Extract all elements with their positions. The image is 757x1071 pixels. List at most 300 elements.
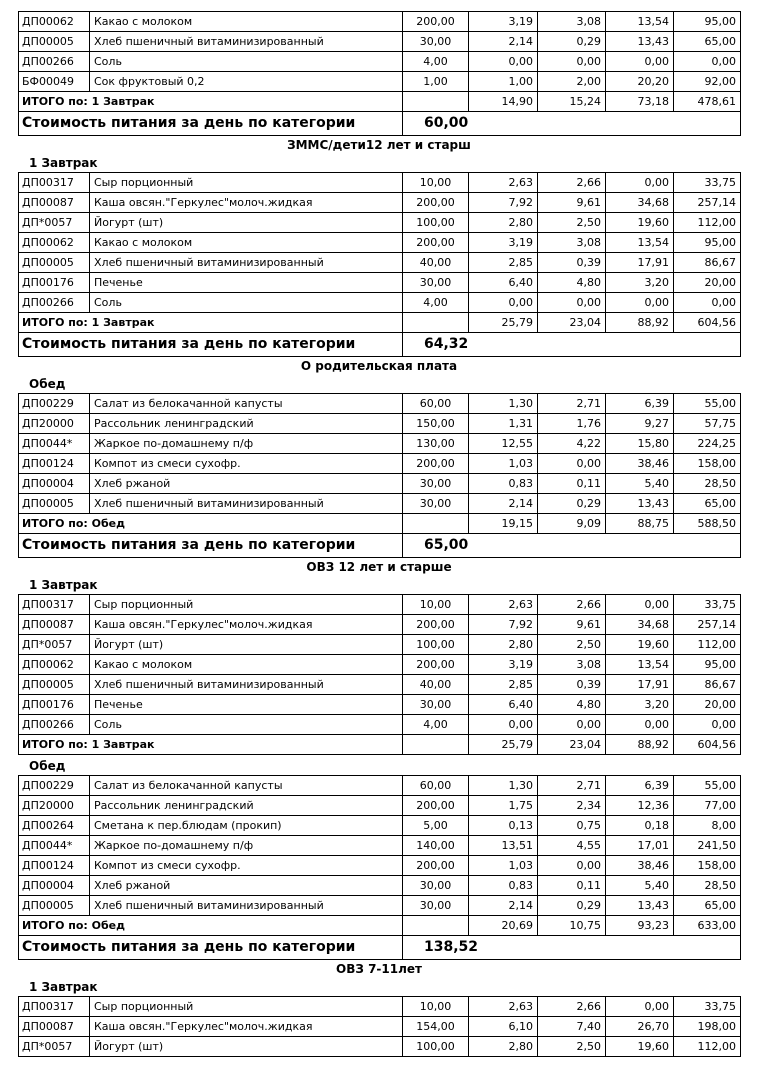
value-cell: 20,00	[674, 273, 741, 293]
qty-cell: 100,00	[403, 213, 469, 233]
value-cell: 158,00	[674, 454, 741, 474]
value-cell: 4,80	[538, 273, 606, 293]
value-cell: 2,50	[538, 213, 606, 233]
value-cell: 86,67	[674, 253, 741, 273]
value-cell: 17,91	[606, 253, 674, 273]
qty-cell: 100,00	[403, 1037, 469, 1057]
value-cell: 6,39	[606, 776, 674, 796]
dish-row	[19, 635, 741, 655]
total-value-cell: 10,75	[538, 916, 606, 936]
dish-name-cell: Салат из белокачанной капусты	[90, 776, 403, 796]
menu-section	[18, 759, 740, 960]
value-cell: 65,00	[674, 896, 741, 916]
value-cell: 0,00	[606, 715, 674, 735]
dish-row	[19, 394, 741, 414]
dish-name-cell: Салат из белокачанной капусты	[90, 394, 403, 414]
total-row	[19, 916, 741, 936]
value-cell: 3,20	[606, 273, 674, 293]
value-cell: 0,39	[538, 675, 606, 695]
qty-cell: 130,00	[403, 434, 469, 454]
meal-label: 1 Завтрак	[29, 156, 98, 170]
dish-code-cell: ДП00005	[19, 896, 90, 916]
dish-name-cell: Печенье	[90, 273, 403, 293]
value-cell: 7,92	[469, 615, 538, 635]
value-cell: 6,10	[469, 1017, 538, 1037]
value-cell: 2,80	[469, 635, 538, 655]
value-cell: 13,51	[469, 836, 538, 856]
dish-code-cell: ДП00317	[19, 595, 90, 615]
dish-row	[19, 273, 741, 293]
total-value-cell: 25,79	[469, 313, 538, 333]
value-cell: 17,01	[606, 836, 674, 856]
value-cell: 65,00	[674, 32, 741, 52]
value-cell: 95,00	[674, 655, 741, 675]
value-cell: 0,00	[538, 52, 606, 72]
dish-code-cell: ДП00004	[19, 474, 90, 494]
dish-name-cell: Хлеб пшеничный витаминизированный	[90, 253, 403, 273]
value-cell: 0,13	[469, 816, 538, 836]
dish-name-cell: Сметана к пер.блюдам (прокип)	[90, 816, 403, 836]
value-cell: 12,55	[469, 434, 538, 454]
value-cell: 13,54	[606, 233, 674, 253]
value-cell: 0,11	[538, 876, 606, 896]
qty-cell: 200,00	[403, 193, 469, 213]
dish-row	[19, 776, 741, 796]
total-value-cell: 588,50	[674, 514, 741, 534]
value-cell: 2,80	[469, 1037, 538, 1057]
value-cell: 0,00	[674, 715, 741, 735]
value-cell: 95,00	[674, 233, 741, 253]
dish-name-cell: Сок фруктовый 0,2	[90, 72, 403, 92]
dish-row	[19, 414, 741, 434]
category-header: ОВЗ 12 лет и старше	[306, 560, 452, 574]
dish-name-cell: Соль	[90, 293, 403, 313]
value-cell: 2,14	[469, 896, 538, 916]
dish-name-cell: Йогурт (шт)	[90, 213, 403, 233]
qty-cell: 30,00	[403, 896, 469, 916]
dish-row	[19, 213, 741, 233]
dish-name-cell: Хлеб пшеничный витаминизированный	[90, 675, 403, 695]
total-row	[19, 514, 741, 534]
dish-row	[19, 876, 741, 896]
daily-cost-row	[19, 936, 741, 960]
qty-cell: 60,00	[403, 394, 469, 414]
value-cell: 9,27	[606, 414, 674, 434]
value-cell: 0,00	[606, 52, 674, 72]
dish-code-cell: ДП0044*	[19, 434, 90, 454]
dish-name-cell: Хлеб ржаной	[90, 474, 403, 494]
dish-code-cell: ДП00087	[19, 1017, 90, 1037]
total-qty-cell	[403, 916, 469, 936]
daily-cost-value: 138,52	[403, 936, 741, 960]
dish-row	[19, 173, 741, 193]
total-row	[19, 313, 741, 333]
qty-cell: 30,00	[403, 876, 469, 896]
dish-name-cell: Сыр порционный	[90, 595, 403, 615]
qty-cell: 30,00	[403, 494, 469, 514]
value-cell: 13,54	[606, 12, 674, 32]
value-cell: 33,75	[674, 595, 741, 615]
value-cell: 1,30	[469, 776, 538, 796]
dish-code-cell: ДП*0057	[19, 213, 90, 233]
total-value-cell: 88,75	[606, 514, 674, 534]
dish-code-cell: ДП00264	[19, 816, 90, 836]
value-cell: 2,71	[538, 394, 606, 414]
menu-table	[18, 172, 741, 357]
qty-cell: 4,00	[403, 293, 469, 313]
value-cell: 0,00	[674, 52, 741, 72]
menu-table	[18, 594, 741, 755]
value-cell: 1,31	[469, 414, 538, 434]
value-cell: 28,50	[674, 474, 741, 494]
value-cell: 2,50	[538, 1037, 606, 1057]
value-cell: 6,39	[606, 394, 674, 414]
dish-name-cell: Сыр порционный	[90, 173, 403, 193]
dish-row	[19, 655, 741, 675]
qty-cell: 1,00	[403, 72, 469, 92]
value-cell: 0,00	[606, 997, 674, 1017]
dish-code-cell: ДП*0057	[19, 1037, 90, 1057]
dish-name-cell: Компот из смеси сухофр.	[90, 856, 403, 876]
value-cell: 3,08	[538, 12, 606, 32]
dish-name-cell: Соль	[90, 52, 403, 72]
daily-cost-row	[19, 534, 741, 558]
value-cell: 19,60	[606, 635, 674, 655]
value-cell: 12,36	[606, 796, 674, 816]
meal-label: Обед	[29, 759, 66, 773]
qty-cell: 5,00	[403, 816, 469, 836]
total-label: ИТОГО по: 1 Завтрак	[19, 92, 403, 112]
total-row	[19, 735, 741, 755]
dish-name-cell: Хлеб ржаной	[90, 876, 403, 896]
total-value-cell: 73,18	[606, 92, 674, 112]
value-cell: 2,00	[538, 72, 606, 92]
value-cell: 13,43	[606, 494, 674, 514]
value-cell: 19,60	[606, 1037, 674, 1057]
dish-row	[19, 816, 741, 836]
total-value-cell: 93,23	[606, 916, 674, 936]
value-cell: 20,00	[674, 695, 741, 715]
value-cell: 112,00	[674, 635, 741, 655]
dish-name-cell: Каша овсян."Геркулес"молоч.жидкая	[90, 1017, 403, 1037]
daily-cost-label: Стоимость питания за день по категории	[19, 534, 403, 558]
dish-code-cell: ДП00062	[19, 12, 90, 32]
qty-cell: 200,00	[403, 796, 469, 816]
value-cell: 0,00	[538, 293, 606, 313]
dish-row	[19, 474, 741, 494]
dish-row	[19, 1037, 741, 1057]
dish-row	[19, 836, 741, 856]
total-label: ИТОГО по: Обед	[19, 916, 403, 936]
value-cell: 28,50	[674, 876, 741, 896]
value-cell: 0,83	[469, 876, 538, 896]
value-cell: 38,46	[606, 856, 674, 876]
qty-cell: 10,00	[403, 997, 469, 1017]
dish-name-cell: Каша овсян."Геркулес"молоч.жидкая	[90, 193, 403, 213]
dish-name-cell: Жаркое по-домашнему п/ф	[90, 434, 403, 454]
daily-cost-value: 60,00	[403, 112, 741, 136]
total-value-cell: 478,61	[674, 92, 741, 112]
total-value-cell: 88,92	[606, 735, 674, 755]
menu-table	[18, 393, 741, 558]
value-cell: 241,50	[674, 836, 741, 856]
qty-cell: 60,00	[403, 776, 469, 796]
menu-table	[18, 775, 741, 960]
dish-name-cell: Йогурт (шт)	[90, 1037, 403, 1057]
value-cell: 26,70	[606, 1017, 674, 1037]
value-cell: 55,00	[674, 776, 741, 796]
value-cell: 1,03	[469, 856, 538, 876]
value-cell: 95,00	[674, 12, 741, 32]
value-cell: 2,63	[469, 173, 538, 193]
value-cell: 257,14	[674, 615, 741, 635]
qty-cell: 10,00	[403, 173, 469, 193]
qty-cell: 200,00	[403, 454, 469, 474]
value-cell: 224,25	[674, 434, 741, 454]
menu-section	[18, 11, 740, 136]
dish-name-cell: Какао с молоком	[90, 233, 403, 253]
value-cell: 2,14	[469, 494, 538, 514]
dish-row	[19, 675, 741, 695]
menu-section	[18, 560, 740, 755]
qty-cell: 140,00	[403, 836, 469, 856]
value-cell: 0,29	[538, 494, 606, 514]
dish-code-cell: ДП00229	[19, 776, 90, 796]
dish-name-cell: Рассольник ленинградский	[90, 414, 403, 434]
value-cell: 0,29	[538, 32, 606, 52]
dish-code-cell: ДП00229	[19, 394, 90, 414]
dish-name-cell: Йогурт (шт)	[90, 635, 403, 655]
dish-row	[19, 1017, 741, 1037]
value-cell: 1,75	[469, 796, 538, 816]
dish-code-cell: ДП00266	[19, 293, 90, 313]
value-cell: 86,67	[674, 675, 741, 695]
value-cell: 2,34	[538, 796, 606, 816]
dish-name-cell: Печенье	[90, 695, 403, 715]
qty-cell: 200,00	[403, 615, 469, 635]
dish-code-cell: ДП00062	[19, 233, 90, 253]
qty-cell: 4,00	[403, 715, 469, 735]
daily-cost-label: Стоимость питания за день по категории	[19, 112, 403, 136]
dish-row	[19, 193, 741, 213]
dish-row	[19, 72, 741, 92]
value-cell: 34,68	[606, 193, 674, 213]
value-cell: 7,40	[538, 1017, 606, 1037]
value-cell: 1,30	[469, 394, 538, 414]
dish-code-cell: БФ00049	[19, 72, 90, 92]
dish-name-cell: Рассольник ленинградский	[90, 796, 403, 816]
dish-code-cell: ДП00317	[19, 173, 90, 193]
dish-code-cell: ДП00317	[19, 997, 90, 1017]
menu-table	[18, 11, 741, 136]
value-cell: 33,75	[674, 997, 741, 1017]
value-cell: 0,00	[469, 715, 538, 735]
qty-cell: 200,00	[403, 12, 469, 32]
value-cell: 0,75	[538, 816, 606, 836]
value-cell: 5,40	[606, 474, 674, 494]
value-cell: 4,22	[538, 434, 606, 454]
dish-row	[19, 454, 741, 474]
value-cell: 92,00	[674, 72, 741, 92]
dish-row	[19, 253, 741, 273]
dish-name-cell: Компот из смеси сухофр.	[90, 454, 403, 474]
value-cell: 13,54	[606, 655, 674, 675]
dish-code-cell: ДП20000	[19, 414, 90, 434]
value-cell: 198,00	[674, 1017, 741, 1037]
value-cell: 2,14	[469, 32, 538, 52]
qty-cell: 30,00	[403, 474, 469, 494]
value-cell: 0,00	[469, 293, 538, 313]
dish-row	[19, 293, 741, 313]
dish-row	[19, 494, 741, 514]
dish-name-cell: Каша овсян."Геркулес"молоч.жидкая	[90, 615, 403, 635]
value-cell: 1,03	[469, 454, 538, 474]
dish-code-cell: ДП00087	[19, 193, 90, 213]
qty-cell: 200,00	[403, 655, 469, 675]
value-cell: 3,19	[469, 655, 538, 675]
dish-code-cell: ДП00124	[19, 454, 90, 474]
qty-cell: 200,00	[403, 233, 469, 253]
value-cell: 20,20	[606, 72, 674, 92]
total-value-cell: 23,04	[538, 735, 606, 755]
meal-label: 1 Завтрак	[29, 980, 98, 994]
dish-code-cell: ДП00005	[19, 32, 90, 52]
category-header: ОВЗ 7-11лет	[336, 962, 422, 976]
value-cell: 2,85	[469, 675, 538, 695]
value-cell: 112,00	[674, 213, 741, 233]
qty-cell: 154,00	[403, 1017, 469, 1037]
meal-label: 1 Завтрак	[29, 578, 98, 592]
qty-cell: 40,00	[403, 675, 469, 695]
dish-name-cell: Соль	[90, 715, 403, 735]
menu-table	[18, 996, 741, 1057]
menu-section	[18, 138, 740, 357]
value-cell: 34,68	[606, 615, 674, 635]
value-cell: 0,00	[606, 293, 674, 313]
total-row	[19, 92, 741, 112]
dish-code-cell: ДП00087	[19, 615, 90, 635]
value-cell: 13,43	[606, 896, 674, 916]
value-cell: 15,80	[606, 434, 674, 454]
dish-name-cell: Какао с молоком	[90, 655, 403, 675]
value-cell: 2,66	[538, 997, 606, 1017]
dish-row	[19, 615, 741, 635]
menu-section	[18, 962, 740, 1057]
dish-row	[19, 595, 741, 615]
value-cell: 0,00	[606, 173, 674, 193]
value-cell: 1,76	[538, 414, 606, 434]
total-qty-cell	[403, 313, 469, 333]
daily-cost-label: Стоимость питания за день по категории	[19, 936, 403, 960]
value-cell: 3,19	[469, 233, 538, 253]
total-value-cell: 14,90	[469, 92, 538, 112]
daily-cost-value: 64,32	[403, 333, 741, 357]
total-value-cell: 25,79	[469, 735, 538, 755]
dish-row	[19, 796, 741, 816]
value-cell: 0,00	[538, 856, 606, 876]
value-cell: 3,20	[606, 695, 674, 715]
qty-cell: 30,00	[403, 695, 469, 715]
value-cell: 57,75	[674, 414, 741, 434]
dish-code-cell: ДП00005	[19, 494, 90, 514]
dish-code-cell: ДП00176	[19, 695, 90, 715]
value-cell: 4,80	[538, 695, 606, 715]
menu-section	[18, 359, 740, 558]
dish-code-cell: ДП0044*	[19, 836, 90, 856]
value-cell: 1,00	[469, 72, 538, 92]
dish-row	[19, 715, 741, 735]
value-cell: 38,46	[606, 454, 674, 474]
value-cell: 6,40	[469, 273, 538, 293]
value-cell: 2,63	[469, 997, 538, 1017]
value-cell: 5,40	[606, 876, 674, 896]
value-cell: 0,83	[469, 474, 538, 494]
category-header: ЗММС/дети12 лет и старш	[287, 138, 471, 152]
dish-row	[19, 233, 741, 253]
value-cell: 19,60	[606, 213, 674, 233]
value-cell: 2,85	[469, 253, 538, 273]
value-cell: 2,80	[469, 213, 538, 233]
category-header: О родительская плата	[300, 359, 458, 373]
total-label: ИТОГО по: 1 Завтрак	[19, 735, 403, 755]
value-cell: 4,55	[538, 836, 606, 856]
dish-code-cell: ДП20000	[19, 796, 90, 816]
total-qty-cell	[403, 514, 469, 534]
total-qty-cell	[403, 735, 469, 755]
value-cell: 0,00	[674, 293, 741, 313]
value-cell: 55,00	[674, 394, 741, 414]
dish-name-cell: Хлеб пшеничный витаминизированный	[90, 494, 403, 514]
value-cell: 112,00	[674, 1037, 741, 1057]
value-cell: 0,18	[606, 816, 674, 836]
daily-cost-label: Стоимость питания за день по категории	[19, 333, 403, 357]
dish-row	[19, 997, 741, 1017]
value-cell: 2,71	[538, 776, 606, 796]
value-cell: 3,08	[538, 655, 606, 675]
value-cell: 17,91	[606, 675, 674, 695]
value-cell: 7,92	[469, 193, 538, 213]
value-cell: 33,75	[674, 173, 741, 193]
value-cell: 158,00	[674, 856, 741, 876]
qty-cell: 150,00	[403, 414, 469, 434]
dish-code-cell: ДП00004	[19, 876, 90, 896]
dish-code-cell: ДП00005	[19, 253, 90, 273]
dish-name-cell: Жаркое по-домашнему п/ф	[90, 836, 403, 856]
value-cell: 0,00	[469, 52, 538, 72]
value-cell: 77,00	[674, 796, 741, 816]
total-value-cell: 20,69	[469, 916, 538, 936]
dish-row	[19, 695, 741, 715]
qty-cell: 40,00	[403, 253, 469, 273]
value-cell: 0,29	[538, 896, 606, 916]
qty-cell: 4,00	[403, 52, 469, 72]
dish-name-cell: Хлеб пшеничный витаминизированный	[90, 32, 403, 52]
value-cell: 13,43	[606, 32, 674, 52]
dish-row	[19, 856, 741, 876]
daily-cost-value: 65,00	[403, 534, 741, 558]
dish-name-cell: Хлеб пшеничный витаминизированный	[90, 896, 403, 916]
total-label: ИТОГО по: Обед	[19, 514, 403, 534]
dish-name-cell: Сыр порционный	[90, 997, 403, 1017]
value-cell: 65,00	[674, 494, 741, 514]
total-value-cell: 15,24	[538, 92, 606, 112]
dish-code-cell: ДП00124	[19, 856, 90, 876]
dish-name-cell: Какао с молоком	[90, 12, 403, 32]
value-cell: 257,14	[674, 193, 741, 213]
dish-row	[19, 896, 741, 916]
total-value-cell: 88,92	[606, 313, 674, 333]
dish-code-cell: ДП00266	[19, 715, 90, 735]
